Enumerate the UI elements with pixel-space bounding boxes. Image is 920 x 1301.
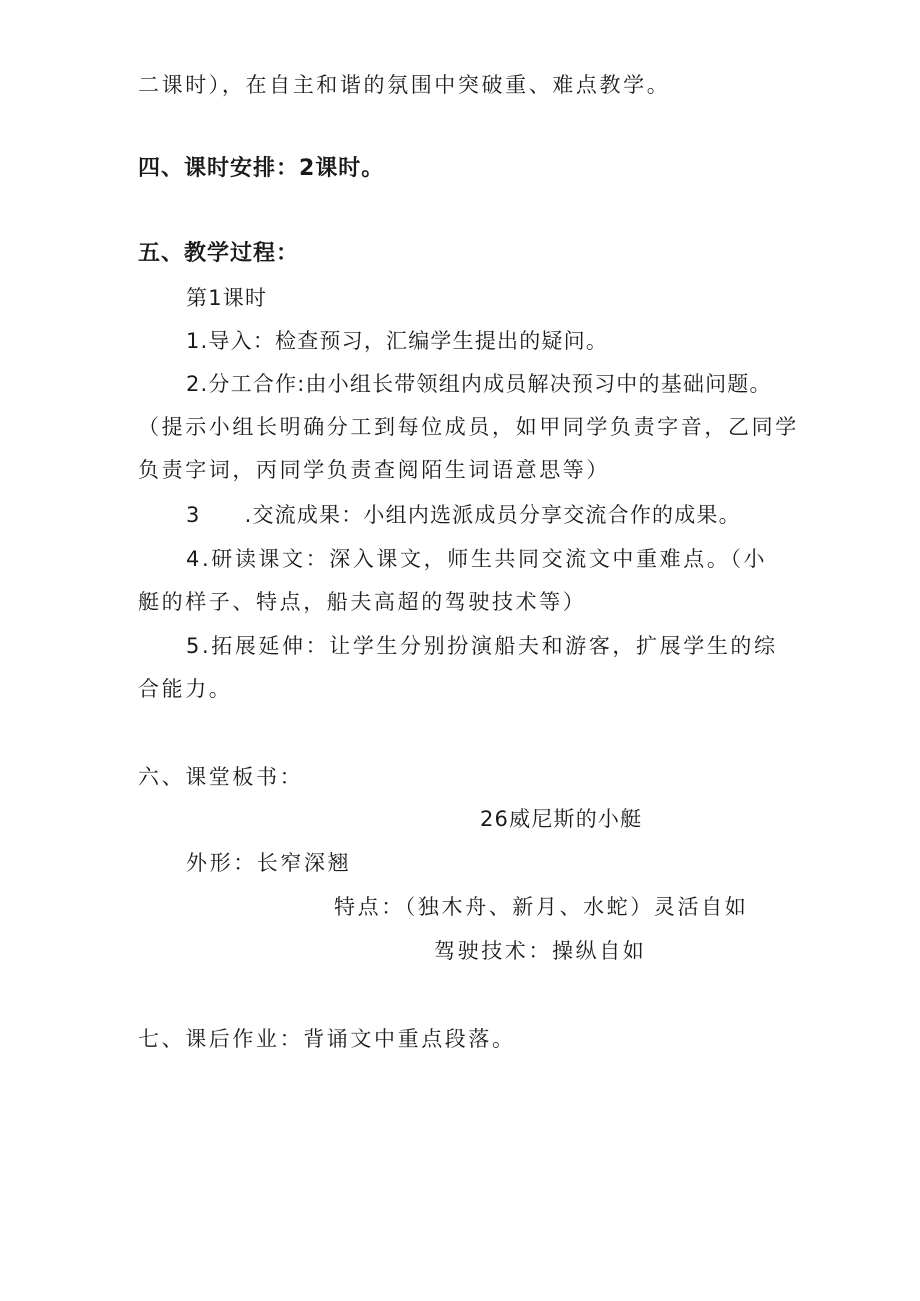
step-3-text [186, 500, 741, 530]
step-5-line-1: 5.拓展延伸：让学生分别扮演船夫和游客，扩展学生的综 [186, 634, 778, 658]
step-5-line-2: 合能力。 [138, 677, 233, 701]
board-skill: 驾驶技术：操纵自如 [434, 939, 647, 963]
step-3-number: 3 [186, 503, 201, 527]
step-1-text: 1.导入：检查预习，汇编学生提出的疑问。 [186, 329, 609, 353]
lesson-1-label: 第1课时 [186, 286, 268, 310]
board-title: 26威尼斯的小艇 [480, 807, 643, 831]
board-shape: 外形：长窄深翘 [186, 851, 352, 875]
section-5-heading: 五、教学过程： [138, 241, 300, 266]
intro-tail-text: 二课时），在自主和谐的氛围中突破重、难点教学。 [138, 73, 671, 97]
board-feature: 特点：（独木舟、新月、水蛇）灵活自如 [334, 895, 749, 919]
step-2-line-3: 负责字词，丙同学负责查阅陌生词语意思等） [138, 458, 610, 482]
step-2-line-2: （提示小组长明确分工到每位成员，如甲同学负责字音，乙同学 [138, 415, 799, 439]
step-3-body: .交流成果：小组内选派成员分享交流合作的成果。 [244, 503, 741, 527]
section-4-heading: 四、课时安排：2课时。 [138, 156, 385, 181]
step-2-line-1: 2.分工合作:由小组长带领组内成员解决预习中的基础问题。 [186, 372, 772, 396]
step-4-line-1: 4.研读课文：深入课文，师生共同交流文中重难点。（小 [186, 547, 768, 571]
section-7-heading: 七、课后作业：背诵文中重点段落。 [138, 1027, 516, 1051]
section-6-heading: 六、课堂板书： [138, 765, 304, 789]
step-4-line-2: 艇的样子、特点，船夫高超的驾驶技术等） [138, 590, 587, 614]
